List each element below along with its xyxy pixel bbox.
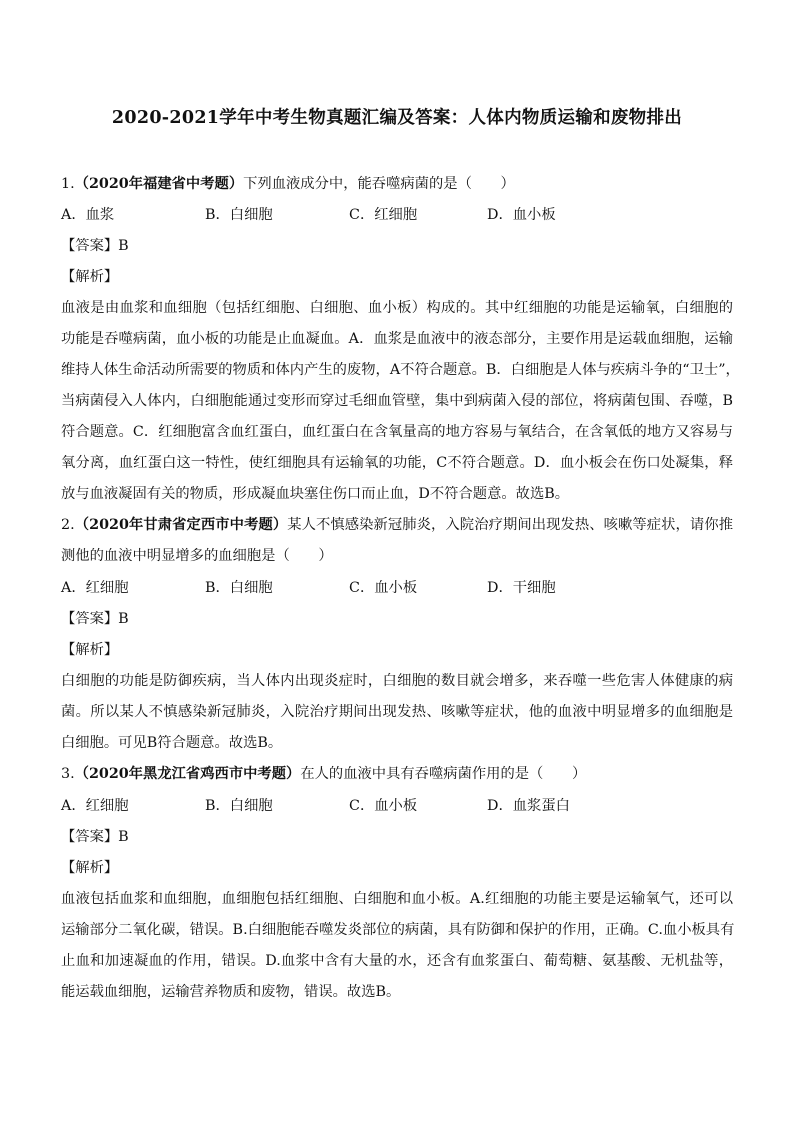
option-b: B．白细胞 [205,798,273,814]
question-3-analysis-label: 【解析】 [61,860,119,876]
question-number: 3. [61,766,75,782]
analysis-line: 符合题意。C．红细胞富含血红蛋白，血红蛋白在含氧量高的地方容易与氧结合，在含氧低的地方又容易与 [61,424,733,440]
question-2-options [61,578,621,598]
question-text: 下列血液成分中，能吞噬病菌的是（ ） [243,176,515,192]
question-3-options [61,796,621,816]
question-source: （2020年黑龙江省鸡西市中考题） [74,766,301,782]
question-2-answer: 【答案】B [61,611,129,627]
analysis-line: 菌。所以某人不慎感染新冠肺炎，入院治疗期间出现发热、咳嗽等症状，他的血液中明显增多的血细胞是 [61,704,733,720]
option-d: D．血浆蛋白 [487,798,570,814]
analysis-line: 能运载血细胞，运输营养物质和废物，错误。故选B。 [61,984,401,1000]
option-a: A．血浆 [61,207,115,223]
option-c: C．血小板 [349,580,418,596]
analysis-line: 功能是吞噬病菌，血小板的功能是止血凝血。A．血浆是血液中的液态部分，主要作用是运载血细胞，运输 [61,331,733,347]
question-2-analysis-label: 【解析】 [61,642,119,658]
question-1-analysis-label: 【解析】 [61,269,119,285]
analysis-line: 当病菌侵入人体内，白细胞能通过变形而穿过毛细血管壁，集中到病菌入侵的部位，将病菌包围、吞噬，B [61,393,733,409]
question-text: 在人的血液中具有吞噬病菌作用的是（ ） [300,766,587,782]
option-c: C．血小板 [349,798,418,814]
option-c: C．红细胞 [349,207,418,223]
question-3-stem [61,764,586,784]
analysis-line: 白细胞的功能是防御疾病，当人体内出现炎症时，白细胞的数目就会增多，来吞噬一些危害人体健康的病 [61,673,733,689]
analysis-line: 血液包括血浆和血细胞，血细胞包括红细胞、白细胞和血小板。A.红细胞的功能主要是运输氧气，还可以 [61,891,733,907]
question-3-answer: 【答案】B [61,829,129,845]
option-a: A．红细胞 [61,580,129,596]
question-number: 1. [61,176,75,192]
question-1-stem [61,174,515,194]
question-2-stem [61,515,733,535]
question-source: （2020年福建省中考题） [74,176,244,192]
question-2-stem-cont: 测他的血液中明显增多的血细胞是（ ） [61,548,333,564]
analysis-line: 运输部分二氧化碳，错误。B.白细胞能吞噬发炎部位的病菌，具有防御和保护的作用，正确。C.血小板具有 [61,922,735,938]
question-source: （2020年甘肃省定西市中考题） [74,517,288,533]
analysis-line: 血液是由血浆和血细胞（包括红细胞、白细胞、血小板）构成的。其中红细胞的功能是运输氧，白细胞的 [61,300,733,316]
question-text: 某人不慎感染新冠肺炎，入院治疗期间出现发热、咳嗽等症状，请你推 [287,517,733,533]
question-number: 2. [61,517,75,533]
document-title: 2020-2021学年中考生物真题汇编及答案：人体内物质运输和废物排出 [111,108,683,128]
analysis-line: 维持人体生命活动所需要的物质和体内产生的废物，A不符合题意。B．白细胞是人体与疾病斗争的“卫士”， [61,362,740,378]
analysis-line: 白细胞。可见B符合题意。故选B。 [61,735,283,751]
analysis-line: 放与血液凝固有关的物质，形成凝血块塞住伤口而止血，D不符合题意。故选B。 [61,486,570,502]
option-a: A．红细胞 [61,798,129,814]
question-1-options [61,205,621,225]
option-b: B．白细胞 [205,207,273,223]
question-1-answer: 【答案】B [61,238,129,254]
option-b: B．白细胞 [205,580,273,596]
option-d: D．血小板 [487,207,556,223]
analysis-line: 氧分离，血红蛋白这一特性，使红细胞具有运输氧的功能，C不符合题意。D．血小板会在伤口处凝集，释 [61,455,733,471]
analysis-line: 止血和加速凝血的作用，错误。D.血浆中含有大量的水，还含有血浆蛋白、葡萄糖、氨基酸、无机盐等， [61,953,733,969]
option-d: D．干细胞 [487,580,556,596]
